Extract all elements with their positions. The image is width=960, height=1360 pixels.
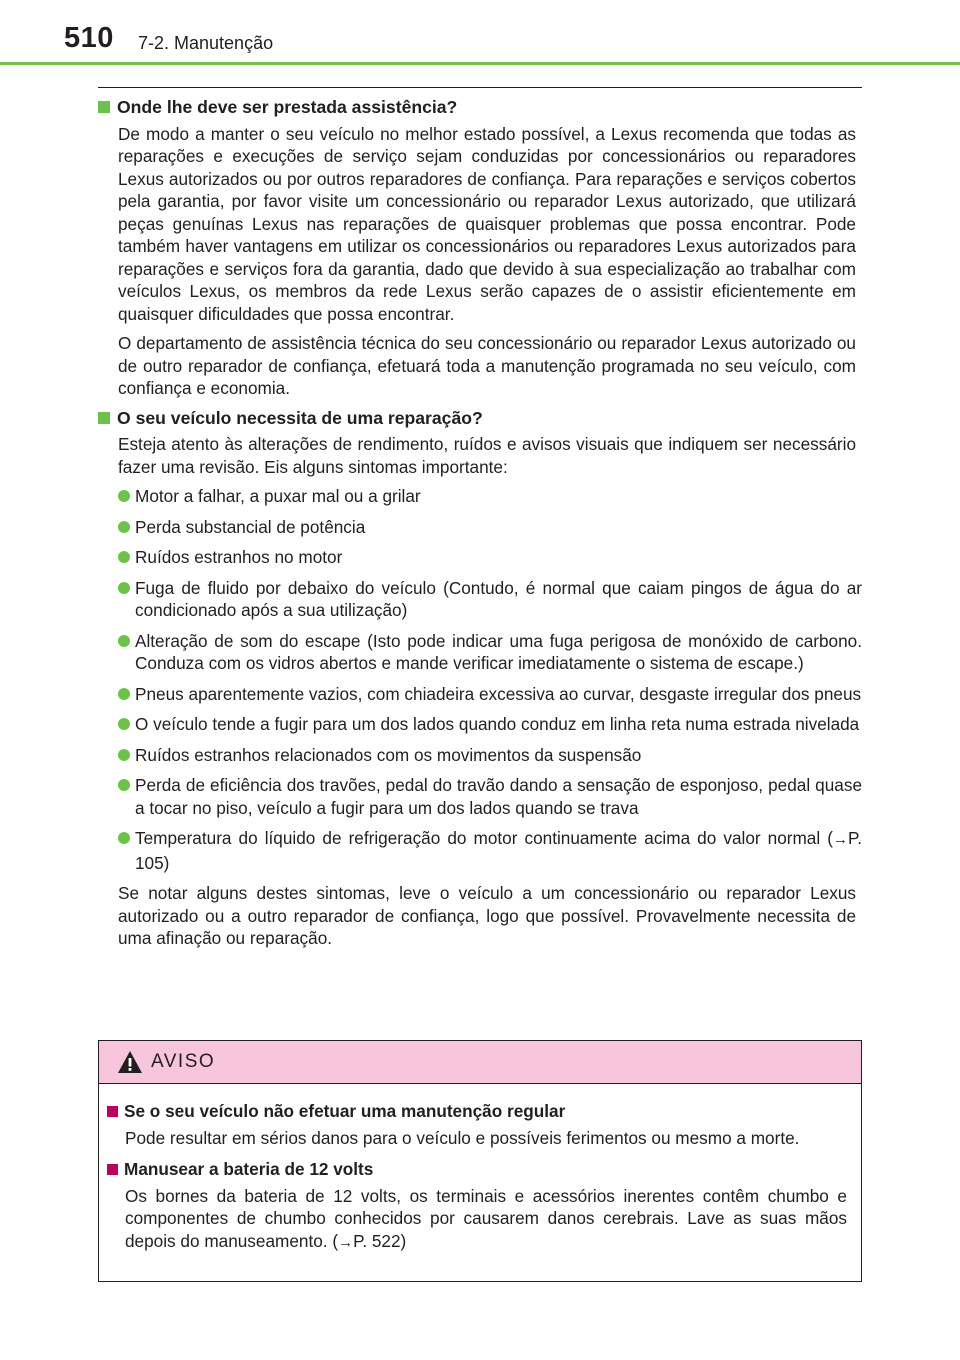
list-item: Fuga de fluido por debaixo do veículo (Contudo, é normal que caiam pingos de água do ar condicionado após a sua utilização) (118, 577, 862, 622)
square-bullet-icon (98, 101, 110, 113)
paragraph: O departamento de assistência técnica do seu concessionário ou reparador Lexus autorizado ou de outro reparador de confiança, efetuará toda a manutenção programada no seu veículo, com confiança e economia. (118, 333, 856, 398)
chapter-title: 7-2. Manutenção (138, 33, 274, 53)
main-content (98, 96, 862, 957)
list-item: Pneus aparentemente vazios, com chiadeira excessiva ao curvar, desgaste irregular dos pneus (118, 683, 862, 706)
warning-item-text: Pode resultar em sérios danos para o veículo e possíveis ferimentos ou mesmo a morte. (125, 1127, 800, 1148)
list-item: Ruídos estranhos relacionados com os movimentos da suspensão (118, 744, 862, 767)
list-item: Perda de eficiência dos travões, pedal do travão dando a sensação de esponjoso, pedal quase a tocar no piso, veículo a fugir para um dos lados quando se trava (118, 774, 862, 819)
page-header (0, 0, 960, 70)
page-number: 510 (64, 22, 114, 54)
square-bullet-icon (98, 412, 110, 424)
paragraph: De modo a manter o seu veículo no melhor estado possível, a Lexus recomenda que todas as reparações e execuções de serviço sejam conduzidas por concessionários ou reparadores Lexus autorizados ou por outros reparadores de confiança. Para reparações e serviços cobertos pela garantia, por favor visite um concessionário ou reparador Lexus autorizado, que utilizará peças genuínas Lexus nas reparações de quaisquer problemas que possa encontrar. Pode também haver vantagens em utilizar os concessionários ou reparadores Lexus autorizados para reparações e serviços fora da garantia, dado que devido à sua especialização ao trabalhar com veículos Lexus, os membros da rede Lexus serão capazes de o assistir eficientemente em quaisquer dificuldades que possa encontrar. (118, 123, 856, 324)
list-item: Ruídos estranhos no motor (118, 546, 862, 569)
paragraph: Esteja atento às alterações de rendimento, ruídos e avisos visuais que indiquem ser necessário fazer uma revisão. Eis alguns sintomas importante: (118, 434, 856, 477)
paragraph: Se notar alguns destes sintomas, leve o veículo a um concessionário ou reparador Lexus autorizado ou a outro reparador de confiança, logo que possível. Provavelmente necessita de uma afinação ou reparação. (118, 883, 856, 948)
warning-body (99, 1084, 861, 1254)
list-item: Motor a falhar, a puxar mal ou a grilar (118, 485, 862, 508)
warning-item-heading: Manusear a bateria de 12 volts (107, 1158, 847, 1181)
top-rule (98, 87, 862, 88)
dot-bullet-icon (118, 490, 130, 502)
warning-item-text: Os bornes da bateria de 12 volts, os terminais e acessórios inerentes contêm chumbo e componentes de chumbo conhecidos por causarem danos cerebrais. Lave as suas mãos depois do manuseamento. (→P. 522) (125, 1185, 847, 1251)
warning-triangle-icon (117, 1050, 143, 1074)
dot-bullet-icon (118, 688, 130, 700)
page-reference-link[interactable]: P. 105) (135, 828, 862, 873)
dot-bullet-icon (118, 718, 130, 730)
dot-bullet-icon (118, 551, 130, 563)
warning-item-heading: Se o seu veículo não efetuar uma manutenção regular (107, 1100, 847, 1123)
dot-bullet-icon (118, 635, 130, 647)
dot-bullet-icon (118, 521, 130, 533)
section-heading: O seu veículo necessita de uma reparação? (98, 407, 862, 430)
list-item: Temperatura do líquido de refrigeração do motor continuamente acima do valor normal (→P. 105) (118, 827, 862, 874)
warning-box (98, 1040, 862, 1282)
page-reference-link[interactable]: P. 522) (353, 1230, 407, 1251)
arrow-right-icon: → (832, 831, 848, 848)
list-item: Perda substancial de potência (118, 516, 862, 539)
list-item: O veículo tende a fugir para um dos lados quando conduz em linha reta numa estrada nivelada (118, 713, 862, 736)
header-rule (0, 62, 960, 65)
square-bullet-icon (107, 1106, 118, 1117)
warning-title: AVISO (151, 1051, 216, 1072)
warning-header (99, 1041, 861, 1084)
dot-bullet-icon (118, 832, 130, 844)
section-heading: Onde lhe deve ser prestada assistência? (98, 96, 862, 119)
square-bullet-icon (107, 1164, 118, 1175)
arrow-right-icon: → (338, 1233, 354, 1251)
list-item: Alteração de som do escape (Isto pode indicar uma fuga perigosa de monóxido de carbono. Conduza com os vidros abertos e mande verificar imediatamente o sistema de escape.) (118, 630, 862, 675)
dot-bullet-icon (118, 779, 130, 791)
dot-bullet-icon (118, 749, 130, 761)
dot-bullet-icon (118, 582, 130, 594)
